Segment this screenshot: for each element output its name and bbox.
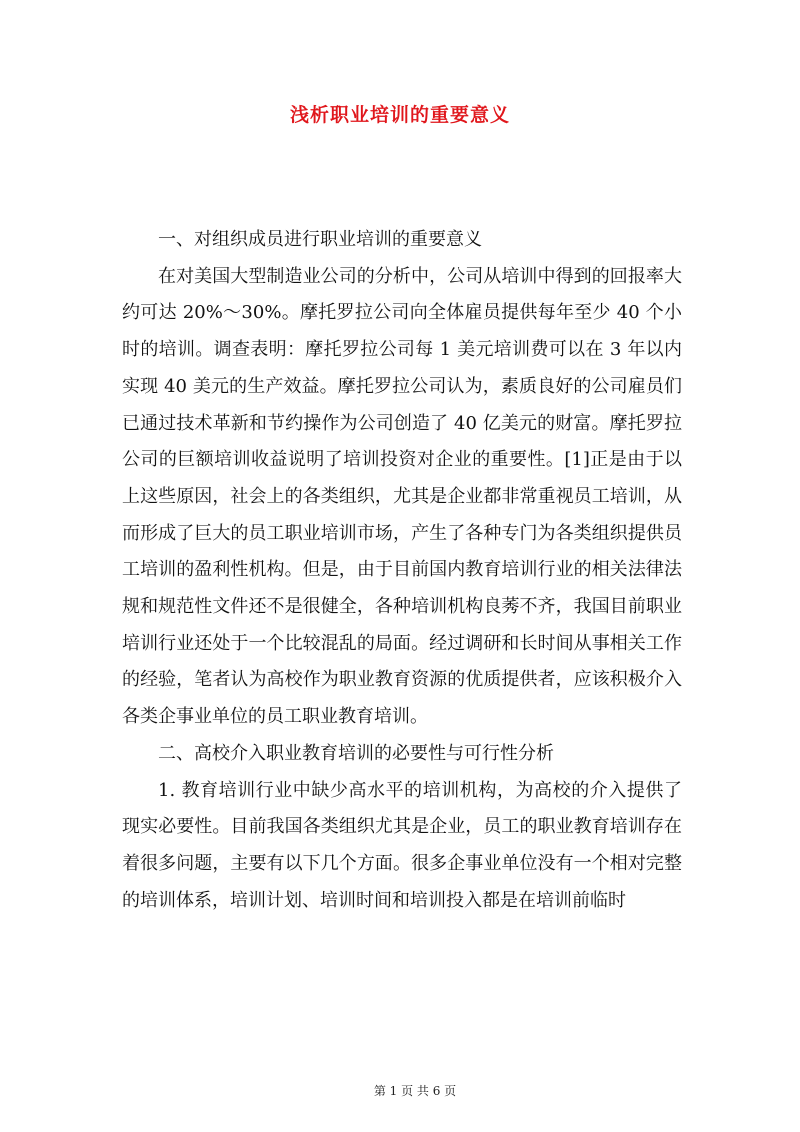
section-heading-2: 二、高校介入职业教育培训的必要性与可行性分析 — [158, 742, 554, 764]
section-heading-1: 一、对组织成员进行职业培训的重要意义 — [158, 229, 482, 250]
document-body — [122, 222, 682, 919]
document-title: 浅析职业培训的重要意义 — [289, 104, 510, 126]
body-paragraph-1: 在对美国大型制造业公司的分析中，公司从培训中得到的回报率大约可达 20%～30%。摩托罗拉公司向全体雇员提供每年至少 40 个小时的培训。调查表明：摩托罗拉公司每 1 美元培训费可以在 3 年以内实现 40 美元的生产效益。摩托罗拉公司认为，素质良好的公司雇员们已通过技术革新和节约操作为公司创造了 40 亿美元的财富。摩托罗拉公司的巨额培训收益说明了培训投资对企业的重要性。[1]正是由于以上这些原因，社会上的各类组织，尤其是企业都非常重视员工培训，从而形成了巨大的员工职业培训市场，产生了各种专门为各类组织提供员工培训的盈利性机构。但是，由于目前国内教育培训行业的相关法律法规和规范性文件还不是很健全，各种培训机构良莠不齐，我国目前职业培训行业还处于一个比较混乱的局面。经过调研和长时间从事相关工作的经验，笔者认为高校作为职业教育资源的优质提供者，应该积极介入各类企事业单位的员工职业教育培训。 — [122, 265, 682, 728]
page-number-footer: 第 1 页 共 6 页 — [373, 1084, 457, 1098]
body-paragraph-2: 1. 教育培训行业中缺少高水平的培训机构，为高校的介入提供了现实必要性。目前我国各类组织尤其是企业，员工的职业教育培训存在着很多问题，主要有以下几个方面。很多企事业单位没有一个相对完整的培训体系，培训计划、培训时间和培训投入都是在培训前临时 — [122, 779, 682, 911]
